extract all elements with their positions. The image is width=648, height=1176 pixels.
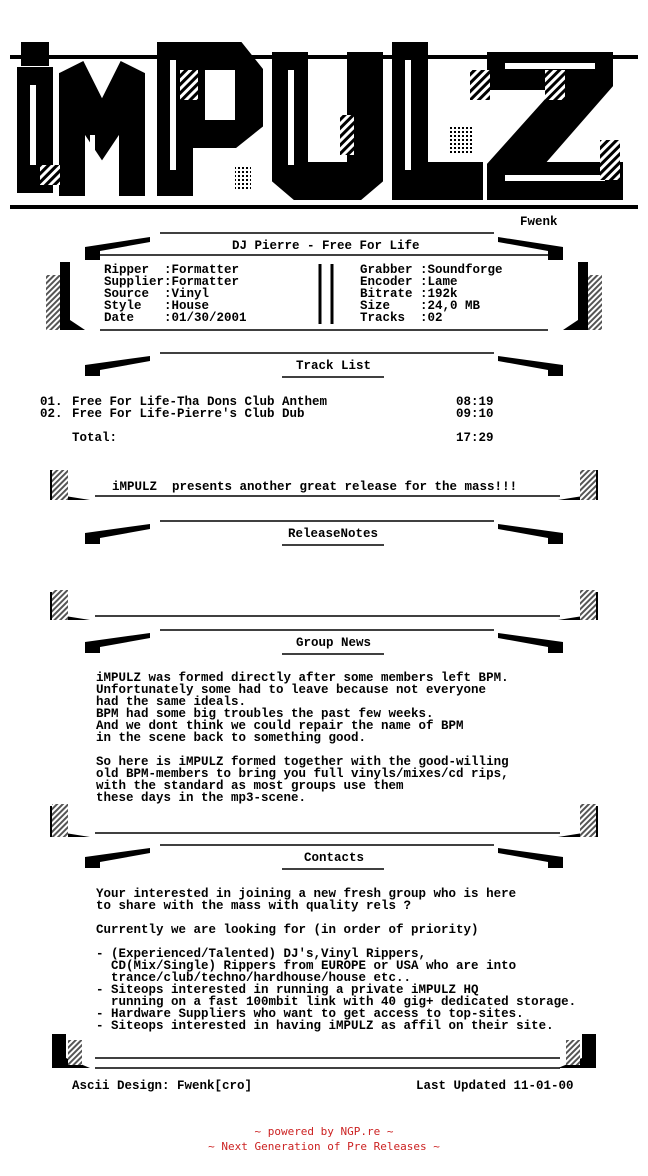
text-line: iMPULZ was formed directly after some members left BPM. xyxy=(96,671,509,685)
track-time: 08:19 xyxy=(456,395,494,409)
footer-tagline[interactable]: ~ Next Generation of Pre Releases ~ xyxy=(208,1140,440,1153)
text-line: - Siteops interested in running a private iMPULZ HQ xyxy=(96,983,479,997)
text-line: - Hardware Suppliers who want to get access to top-sites. xyxy=(96,1007,524,1021)
info-label: Grabber xyxy=(360,263,421,277)
info-label: Encoder xyxy=(360,275,421,289)
info-value: :Formatter xyxy=(164,263,240,277)
info-value: :Formatter xyxy=(164,275,240,289)
text-line: trance/club/techno/hardhouse/house etc.. xyxy=(96,971,412,985)
info-row xyxy=(360,312,443,324)
info-label: Source xyxy=(104,287,165,301)
track-title: Free For Life-Tha Dons Club Anthem xyxy=(72,395,328,409)
text-line: - Siteops interested in having iMPULZ as affil on their site. xyxy=(96,1019,554,1033)
text-line: Your interested in joining a new fresh group who is here xyxy=(96,887,517,901)
total-time: 17:29 xyxy=(456,431,494,445)
text-line: with the standard as most groups use them xyxy=(96,779,404,793)
text-line: running on a fast 100mbit link with 40 gig+ dedicated storage. xyxy=(96,995,577,1009)
info-label: Date xyxy=(104,311,165,325)
info-value: :Soundforge xyxy=(420,263,503,277)
info-value: :Vinyl xyxy=(164,287,210,301)
info-value: :24,0 MB xyxy=(420,299,481,313)
track-number: 01. xyxy=(40,395,63,409)
info-value: :192k xyxy=(420,287,458,301)
info-label: Style xyxy=(104,299,165,313)
tracklist-heading: Track List xyxy=(296,359,372,373)
text-line: CD(Mix/Single) Rippers from EUROPE or USA who are into xyxy=(96,959,517,973)
text-line: to share with the mass with quality rels ? xyxy=(96,899,412,913)
last-updated: Last Updated 11-01-00 xyxy=(416,1079,574,1093)
releasenotes-heading: ReleaseNotes xyxy=(288,527,379,541)
text-line: Unfortunately some had to leave because not everyone xyxy=(96,683,487,697)
text-line: BPM had some big troubles the past few weeks. xyxy=(96,707,434,721)
track-title: Free For Life-Pierre's Club Dub xyxy=(72,407,305,421)
logo-artist: Fwenk xyxy=(520,215,558,229)
text-line: these days in the mp3-scene. xyxy=(96,791,307,805)
text-line: - (Experienced/Talented) DJ's,Vinyl Rippers, xyxy=(96,947,427,961)
info-value: :Lame xyxy=(420,275,458,289)
info-row xyxy=(104,312,247,324)
text-line: Currently we are looking for (in order of priority) xyxy=(96,923,479,937)
text-line: had the same ideals. xyxy=(96,695,247,709)
info-label: Supplier xyxy=(104,275,165,289)
info-value: :01/30/2001 xyxy=(164,311,247,325)
info-label: Tracks xyxy=(360,311,421,325)
contacts-heading: Contacts xyxy=(304,851,365,865)
total-label: Total: xyxy=(72,431,118,445)
groupnews-heading: Group News xyxy=(296,636,372,650)
track-time: 09:10 xyxy=(456,407,494,421)
tagline: iMPULZ presents another great release for the mass!!! xyxy=(112,480,518,494)
ascii-design-credit: Ascii Design: Fwenk[cro] xyxy=(72,1079,253,1093)
powered-by[interactable]: ~ powered by NGP.re ~ xyxy=(254,1125,394,1138)
text-line: in the scene back to something good. xyxy=(96,731,367,745)
info-value: :House xyxy=(164,299,210,313)
info-label: Bitrate xyxy=(360,287,421,301)
text-line: So here is iMPULZ formed together with the good-willing xyxy=(96,755,509,769)
text-line: And we dont think we could repair the name of BPM xyxy=(96,719,464,733)
text-line: old BPM-members to bring you full vinyls/mixes/cd rips, xyxy=(96,767,509,781)
info-label: Ripper xyxy=(104,263,165,277)
track-number: 02. xyxy=(40,407,63,421)
info-value: :02 xyxy=(420,311,443,325)
release-title: DJ Pierre - Free For Life xyxy=(232,239,420,253)
info-label: Size xyxy=(360,299,421,313)
